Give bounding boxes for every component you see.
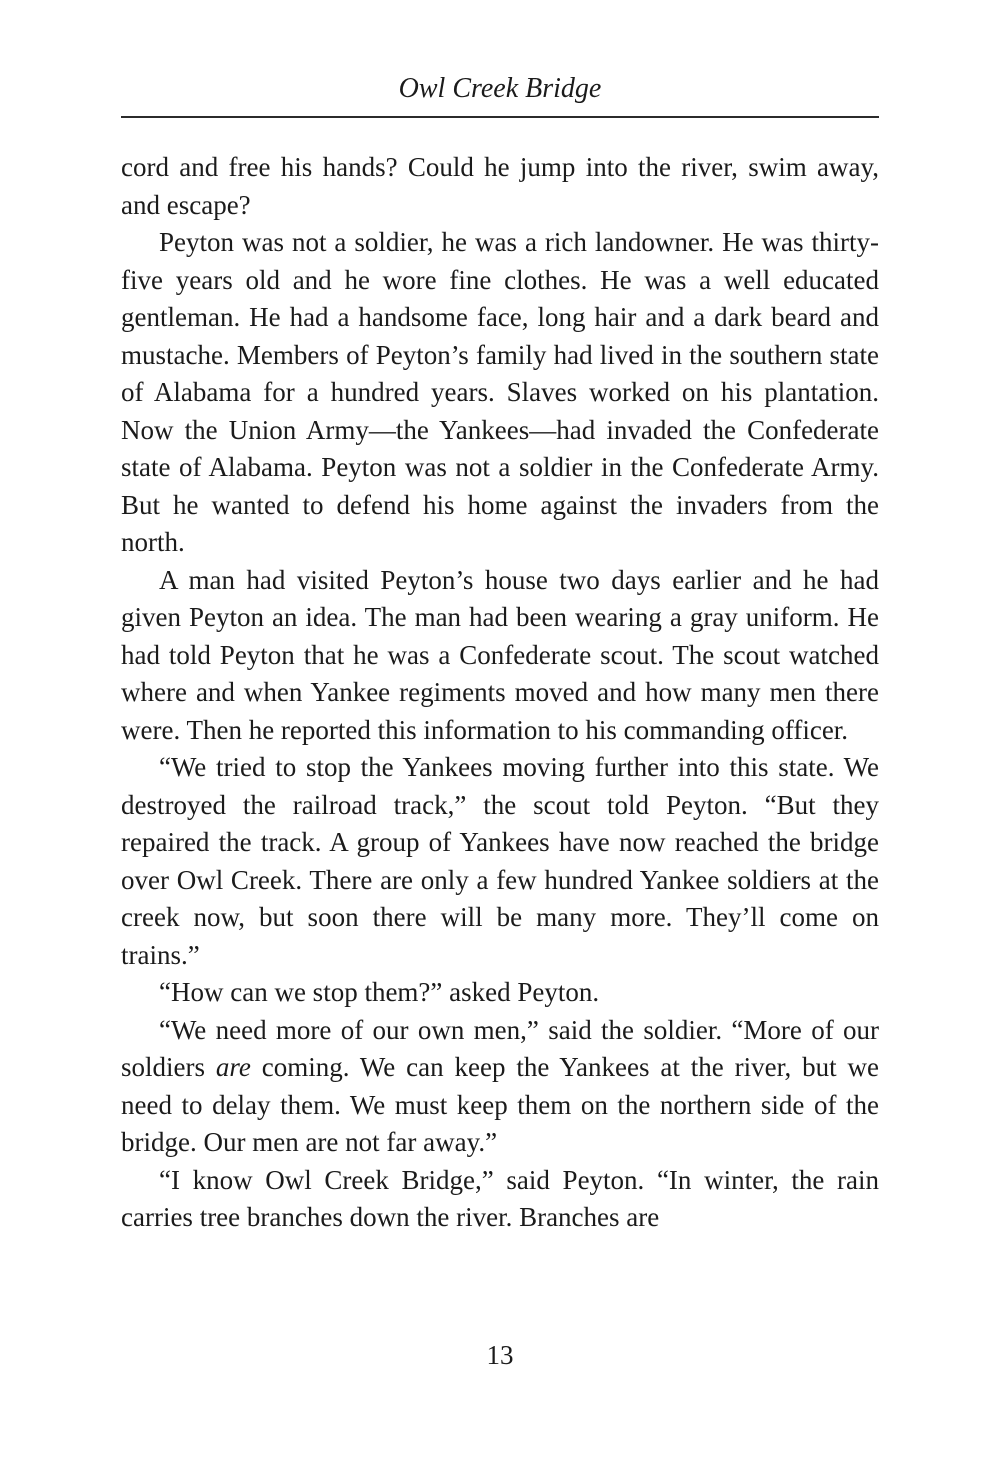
paragraph <box>121 974 879 1012</box>
text-run: “We need more of our own men,” said the soldier. “More of our soldiers <box>121 1014 879 1082</box>
text-run: Peyton was not a soldier, he was a rich landowner. He was thirty-five years old and he wore fine clothes. He was a well educated gentleman. He had a handsome face, long hair and a dark beard and mustache. Members of Peyton’s family had lived in the southern state of Alabama for a hundred years. Slaves worked on his plantation. Now the Union Army—the Yankees—had invaded the Confederate state of Alabama. Peyton was not a soldier in the Confederate Army. But he wanted to defend his home against the invaders from the north. <box>121 227 879 557</box>
page-number: 13 <box>486 1340 514 1370</box>
emphasis-text: are <box>215 1052 251 1082</box>
text-run: coming. We can keep the Yankees at the river, but we need to delay them. We must keep them on the northern side of the bridge. Our men are not far away.” <box>121 1052 879 1157</box>
paragraph <box>121 749 879 974</box>
paragraph <box>121 562 879 750</box>
text-run: “I know Owl Creek Bridge,” said Peyton. “In winter, the rain carries tree branches down the river. Branches are <box>121 1164 879 1232</box>
paragraph <box>121 149 879 224</box>
header-rule <box>121 116 879 118</box>
paragraph <box>121 224 879 562</box>
text-run: “How can we stop them?” asked Peyton. <box>159 977 600 1007</box>
paragraph <box>121 1162 879 1237</box>
text-run: cord and free his hands? Could he jump into the river, swim away, and escape? <box>121 152 879 220</box>
body-text <box>121 149 879 1237</box>
text-run: “We tried to stop the Yankees moving further into this state. We destroyed the railroad track,” the scout told Peyton. “But they repaired the track. A group of Yankees have now reached the bridge over Owl Creek. There are only a few hundred Yankee soldiers at the creek now, but soon there will be many more. They’ll come on trains.” <box>121 752 879 970</box>
content-column <box>121 0 879 1237</box>
running-header-title: Owl Creek Bridge <box>398 73 602 104</box>
paragraph <box>121 1012 879 1162</box>
text-run: A man had visited Peyton’s house two days earlier and he had given Peyton an idea. The man had been wearing a gray uniform. He had told Peyton that he was a Confederate scout. The scout watched where and when Yankee regiments moved and how many men there were. Then he reported this information to his commanding officer. <box>121 564 879 745</box>
